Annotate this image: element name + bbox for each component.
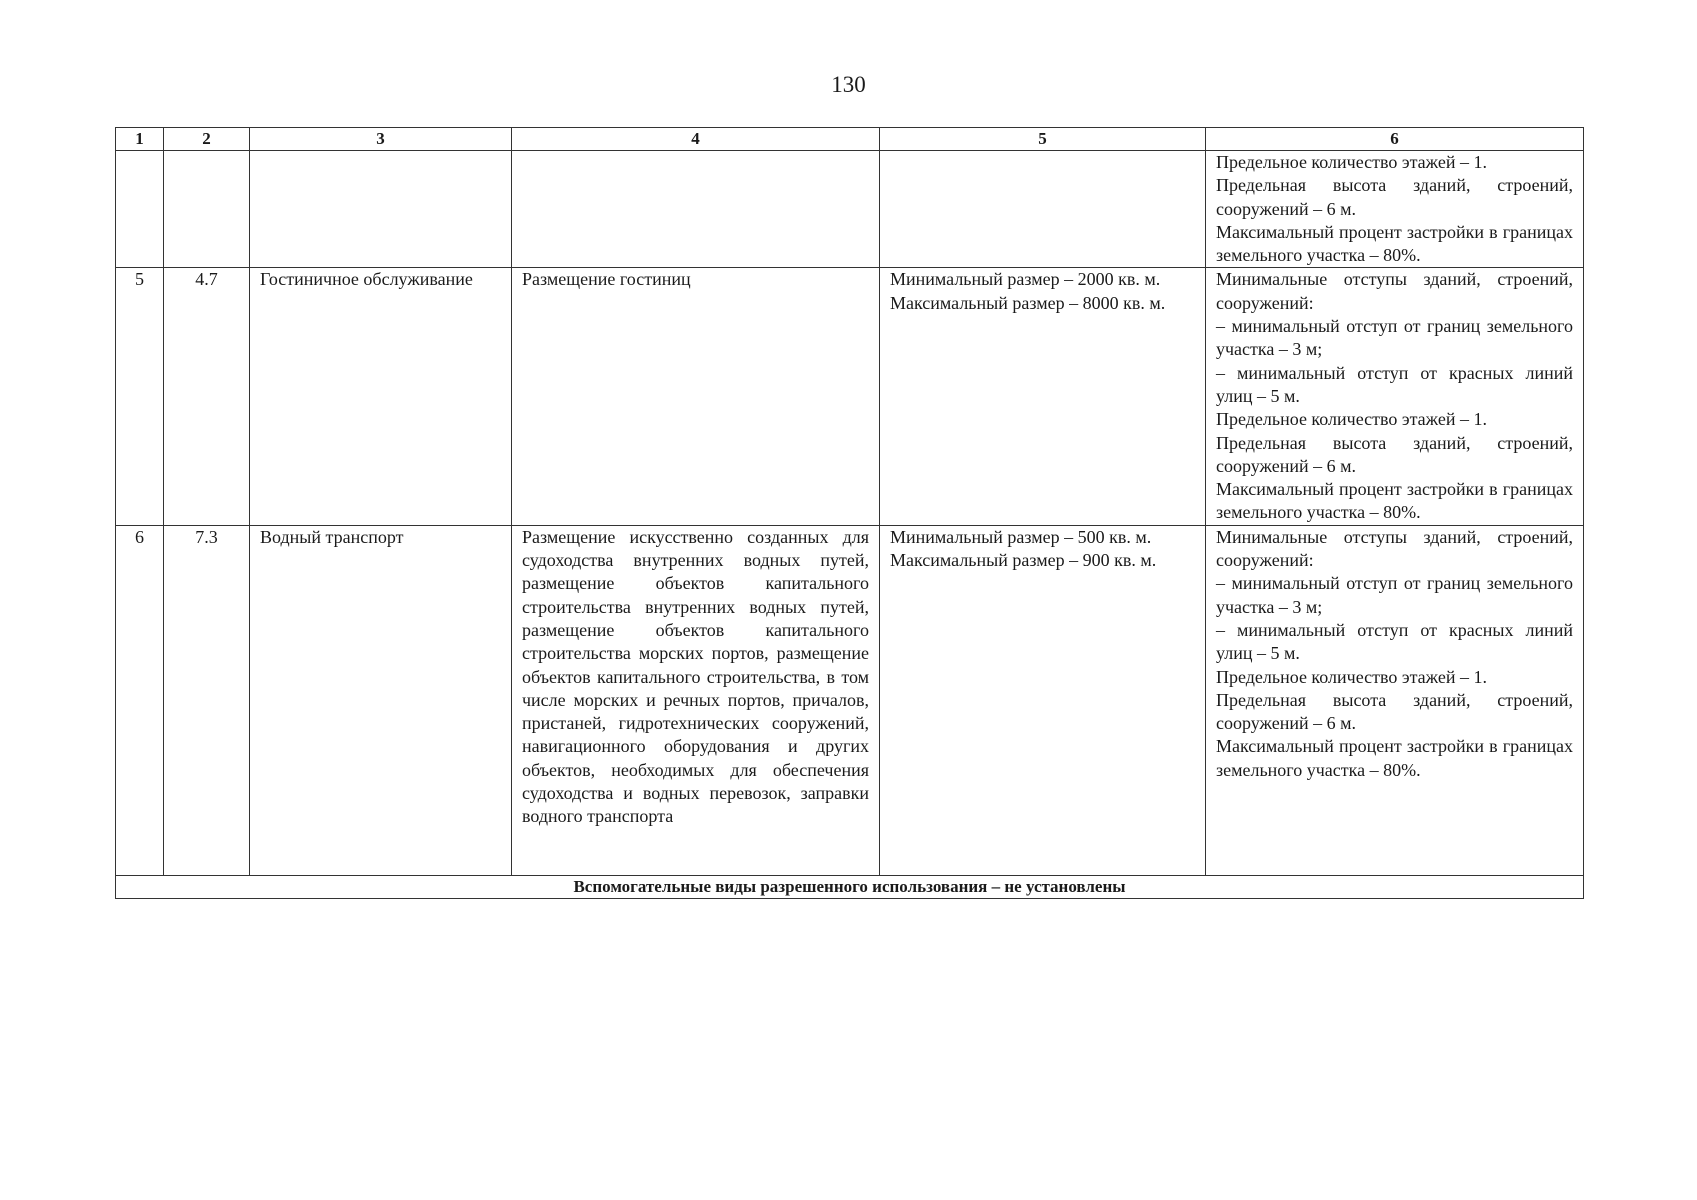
param-line: – минимальный отступ от красных линий улиц – 5 м. — [1216, 619, 1573, 664]
column-header-4: 4 — [512, 128, 880, 151]
param-line: Предельное количество этажей – 1. — [1216, 152, 1487, 172]
cell-params — [1206, 268, 1584, 525]
cell-description — [512, 151, 880, 268]
size-line: Минимальный размер – 500 кв. м. — [890, 526, 1152, 547]
footer-row — [116, 875, 1584, 898]
cell-name: Водный транспорт — [250, 525, 512, 875]
param-line: Предельная высота зданий, строений, сооружений – 6 м. — [1216, 689, 1573, 734]
param-line: Максимальный процент застройки в границах земельного участка – 80%. — [1216, 221, 1573, 266]
param-line: Предельная высота зданий, строений, сооружений – 6 м. — [1216, 432, 1573, 476]
cell-code: 4.7 — [164, 268, 250, 525]
cell-params — [1206, 151, 1584, 268]
cell-num — [116, 151, 164, 268]
cell-params — [1206, 525, 1584, 875]
param-line: Максимальный процент застройки в границах земельного участка – 80%. — [1216, 479, 1573, 523]
param-line: Минимальные отступы зданий, строений, сооружений: — [1216, 526, 1573, 571]
cell-description: Размещение искусственно созданных для судоходства внутренних водных путей, размещение объектов капитального строительства внутренних водных путей, размещение объектов капитального строительства морских портов, размещение объектов капитального строительства, в том числе морских и речных портов, причалов, пристаней, гидротехнических сооружений, навигационного оборудования и других объектов, необходимых для обеспечения судоходства и водных перевозок, заправки водного транспорта — [512, 525, 880, 875]
param-line: – минимальный отступ от красных линий улиц – 5 м. — [1216, 362, 1573, 406]
size-line: Минимальный размер – 2000 кв. м. — [890, 269, 1161, 290]
param-line: – минимальный отступ от границ земельного участка – 3 м; — [1216, 573, 1573, 617]
column-header-1: 1 — [116, 128, 164, 151]
cell-size — [880, 268, 1206, 525]
param-line: Минимальные отступы зданий, строений, сооружений: — [1216, 269, 1573, 313]
param-line: Предельное количество этажей – 1. — [1216, 409, 1487, 430]
table-row — [116, 525, 1584, 875]
table-row — [116, 151, 1584, 268]
cell-size — [880, 151, 1206, 268]
column-header-6: 6 — [1206, 128, 1584, 151]
column-header-2: 2 — [164, 128, 250, 151]
cell-code — [164, 151, 250, 268]
cell-num: 5 — [116, 268, 164, 525]
cell-name — [250, 151, 512, 268]
cell-code: 7.3 — [164, 525, 250, 875]
param-line: Максимальный процент застройки в границах земельного участка – 80%. — [1216, 736, 1573, 780]
cell-size — [880, 525, 1206, 875]
header-row — [116, 128, 1584, 151]
column-header-3: 3 — [250, 128, 512, 151]
page-number: 130 — [831, 72, 866, 97]
cell-description: Размещение гостиниц — [512, 268, 880, 525]
param-line: – минимальный отступ от границ земельного участка – 3 м; — [1216, 316, 1573, 360]
cell-num: 6 — [116, 525, 164, 875]
size-line: Максимальный размер – 900 кв. м. — [890, 550, 1157, 571]
column-header-5: 5 — [880, 128, 1206, 151]
cell-name: Гостиничное обслуживание — [250, 268, 512, 525]
param-line: Предельная высота зданий, строений, сооружений – 6 м. — [1216, 175, 1573, 219]
size-line: Максимальный размер – 8000 кв. м. — [890, 292, 1166, 313]
auxiliary-uses-note: Вспомогательные виды разрешенного использования – не установлены — [116, 875, 1584, 898]
table-row — [116, 268, 1584, 525]
land-use-table — [115, 127, 1584, 899]
param-line: Предельное количество этажей – 1. — [1216, 666, 1487, 687]
